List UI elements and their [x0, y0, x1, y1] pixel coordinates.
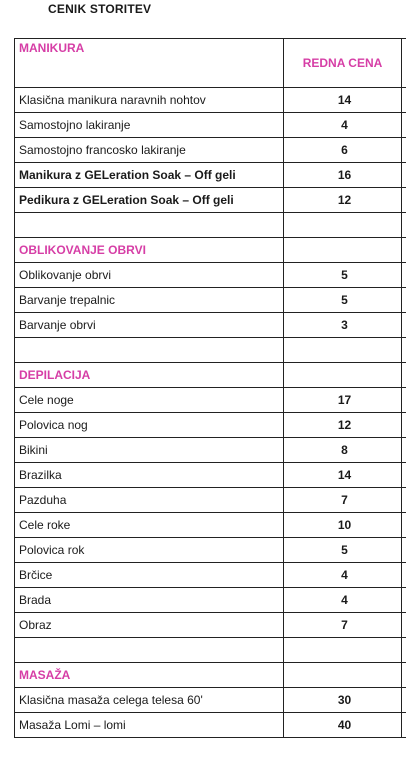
- service-name: Pazduha: [15, 488, 284, 513]
- page-title: CENIK STORITEV: [48, 2, 152, 16]
- blank-cell: [15, 338, 284, 363]
- service-name: Barvanje obrvi: [15, 313, 284, 338]
- extra-cell: [402, 238, 406, 263]
- price-column-header: REDNA CENA: [284, 39, 402, 88]
- table-row: [15, 488, 406, 513]
- table-row: [15, 688, 406, 713]
- service-price: 7: [284, 613, 402, 638]
- extra-cell: [402, 39, 406, 88]
- extra-cell: [402, 713, 406, 738]
- section-row: [15, 663, 406, 688]
- extra-cell: [402, 688, 406, 713]
- service-price: 12: [284, 188, 402, 213]
- service-name: Klasična masaža celega telesa 60': [15, 688, 284, 713]
- service-price: 14: [284, 88, 402, 113]
- blank-cell: [284, 638, 402, 663]
- service-price: 3: [284, 313, 402, 338]
- table-row: [15, 138, 406, 163]
- service-price: 5: [284, 288, 402, 313]
- table-row: [15, 188, 406, 213]
- blank-row: [15, 638, 406, 663]
- extra-cell: [402, 113, 406, 138]
- extra-cell: [402, 263, 406, 288]
- extra-cell: [402, 438, 406, 463]
- service-price: 16: [284, 163, 402, 188]
- blank-cell: [284, 663, 402, 688]
- service-price: 7: [284, 488, 402, 513]
- extra-cell: [402, 663, 406, 688]
- service-name: Samostojno francosko lakiranje: [15, 138, 284, 163]
- extra-cell: [402, 588, 406, 613]
- service-name: Cele roke: [15, 513, 284, 538]
- service-price: 12: [284, 413, 402, 438]
- table-row: [15, 163, 406, 188]
- service-price: 5: [284, 263, 402, 288]
- blank-cell: [15, 638, 284, 663]
- extra-cell: [402, 363, 406, 388]
- service-name: Polovica rok: [15, 538, 284, 563]
- section-title-masaza: MASAŽA: [15, 663, 284, 688]
- service-price: 30: [284, 688, 402, 713]
- table-row: [15, 463, 406, 488]
- service-price: 40: [284, 713, 402, 738]
- service-name: Brada: [15, 588, 284, 613]
- table-row: [15, 613, 406, 638]
- extra-cell: [402, 338, 406, 363]
- table-row: [15, 563, 406, 588]
- service-name: Brčice: [15, 563, 284, 588]
- blank-cell: [284, 238, 402, 263]
- blank-cell: [284, 363, 402, 388]
- table-row: [15, 713, 406, 738]
- table-row: [15, 538, 406, 563]
- service-name: Pedikura z GELeration Soak – Off geli: [15, 188, 284, 213]
- extra-cell: [402, 638, 406, 663]
- extra-cell: [402, 513, 406, 538]
- blank-row: [15, 338, 406, 363]
- extra-cell: [402, 388, 406, 413]
- blank-cell: [284, 338, 402, 363]
- extra-cell: [402, 463, 406, 488]
- service-price: 4: [284, 113, 402, 138]
- service-price: 14: [284, 463, 402, 488]
- service-name: Masaža Lomi – lomi: [15, 713, 284, 738]
- service-name: Samostojno lakiranje: [15, 113, 284, 138]
- service-name: Manikura z GELeration Soak – Off geli: [15, 163, 284, 188]
- table-row: [15, 413, 406, 438]
- service-name: Klasična manikura naravnih nohtov: [15, 88, 284, 113]
- price-table: [14, 38, 406, 738]
- table-row: [15, 288, 406, 313]
- table-row: [15, 313, 406, 338]
- service-name: Obraz: [15, 613, 284, 638]
- service-name: Brazilka: [15, 463, 284, 488]
- section-title-manikura: MANIKURA: [15, 39, 284, 88]
- service-price: 10: [284, 513, 402, 538]
- service-name: Cele noge: [15, 388, 284, 413]
- table-row: [15, 388, 406, 413]
- service-price: 4: [284, 588, 402, 613]
- service-price: 17: [284, 388, 402, 413]
- extra-cell: [402, 413, 406, 438]
- service-price: 4: [284, 563, 402, 588]
- blank-cell: [284, 213, 402, 238]
- section-title-depilacija: DEPILACIJA: [15, 363, 284, 388]
- extra-cell: [402, 188, 406, 213]
- table-row: [15, 588, 406, 613]
- extra-cell: [402, 213, 406, 238]
- table-row: [15, 263, 406, 288]
- blank-row: [15, 213, 406, 238]
- section-title-oblikovanje: OBLIKOVANJE OBRVI: [15, 238, 284, 263]
- extra-cell: [402, 88, 406, 113]
- table-header-row: [15, 39, 406, 88]
- table-row: [15, 513, 406, 538]
- service-name: Oblikovanje obrvi: [15, 263, 284, 288]
- table-row: [15, 438, 406, 463]
- extra-cell: [402, 288, 406, 313]
- section-row: [15, 363, 406, 388]
- extra-cell: [402, 163, 406, 188]
- service-name: Bikini: [15, 438, 284, 463]
- table-row: [15, 88, 406, 113]
- service-price: 5: [284, 538, 402, 563]
- extra-cell: [402, 313, 406, 338]
- service-name: Polovica nog: [15, 413, 284, 438]
- service-price: 6: [284, 138, 402, 163]
- table-row: [15, 113, 406, 138]
- extra-cell: [402, 488, 406, 513]
- service-name: Barvanje trepalnic: [15, 288, 284, 313]
- section-row: [15, 238, 406, 263]
- service-price: 8: [284, 438, 402, 463]
- extra-cell: [402, 538, 406, 563]
- extra-cell: [402, 138, 406, 163]
- extra-cell: [402, 613, 406, 638]
- blank-cell: [15, 213, 284, 238]
- extra-cell: [402, 563, 406, 588]
